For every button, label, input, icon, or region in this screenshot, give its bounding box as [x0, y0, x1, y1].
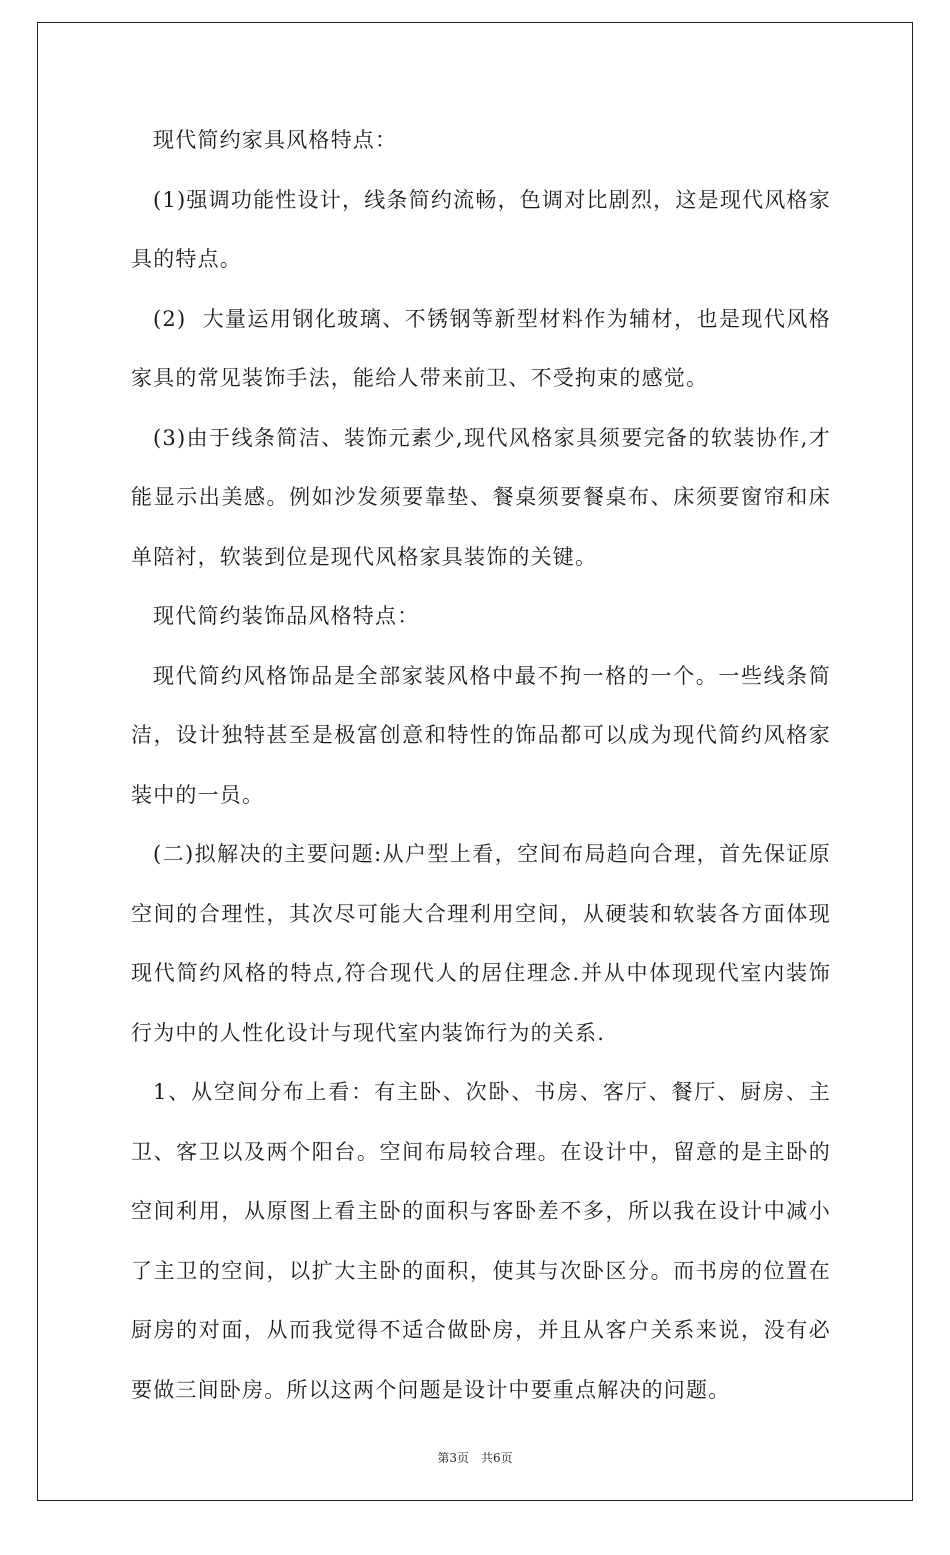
document-body [131, 111, 831, 1420]
page-number-total: 共6页 [481, 1451, 513, 1465]
heading-decor-style: 现代简约装饰品风格特点： [153, 604, 420, 628]
paragraph-decor: 现代简约风格饰品是全部家装风格中最不拘一格的一个。一些线条简洁，设计独特甚至是极富创意和特性的饰品都可以成为现代简约风格家装中的一员。 [131, 663, 831, 807]
paragraph-main-problems: (二)拟解决的主要问题:从户型上看，空间布局趋向合理，首先保证原空间的合理性，其次尽可能大合理利用空间，从硬装和软装各方面体现现代简约风格的特点,符合现代人的居住理念.并从中体现现代室内装饰行为中的人性化设计与现代室内装饰行为的关系. [131, 842, 831, 1045]
page-footer [0, 1449, 950, 1466]
page-number-current: 第3页 [437, 1451, 469, 1465]
paragraph-item-3: (3)由于线条简洁、装饰元素少,现代风格家具须要完备的软装协作,才能显示出美感。例如沙发须要靠垫、餐桌须要餐桌布、床须要窗帘和床单陪衬，软装到位是现代风格家具装饰的关键。 [131, 425, 831, 569]
paragraph-item-1: (1)强调功能性设计，线条简约流畅，色调对比剧烈，这是现代风格家具的特点。 [131, 187, 831, 271]
heading-furniture-style: 现代简约家具风格特点： [153, 128, 398, 152]
paragraph-space-layout: 1、从空间分布上看：有主卧、次卧、书房、客厅、餐厅、厨房、主卫、客卫以及两个阳台。空间布局较合理。在设计中，留意的是主卧的空间利用，从原图上看主卧的面积与客卧差不多，所以我在设计中减小了主卫的空间，以扩大主卧的面积，使其与次卧区分。而书房的位置在厨房的对面，从而我觉得不适合做卧房，并且从客户关系来说，没有必要做三间卧房。所以这两个问题是设计中要重点解决的问题。 [131, 1080, 831, 1402]
paragraph-item-2: (2) 大量运用钢化玻璃、不锈钢等新型材料作为辅材，也是现代风格家具的常见装饰手法，能给人带来前卫、不受拘束的感觉。 [131, 306, 831, 390]
